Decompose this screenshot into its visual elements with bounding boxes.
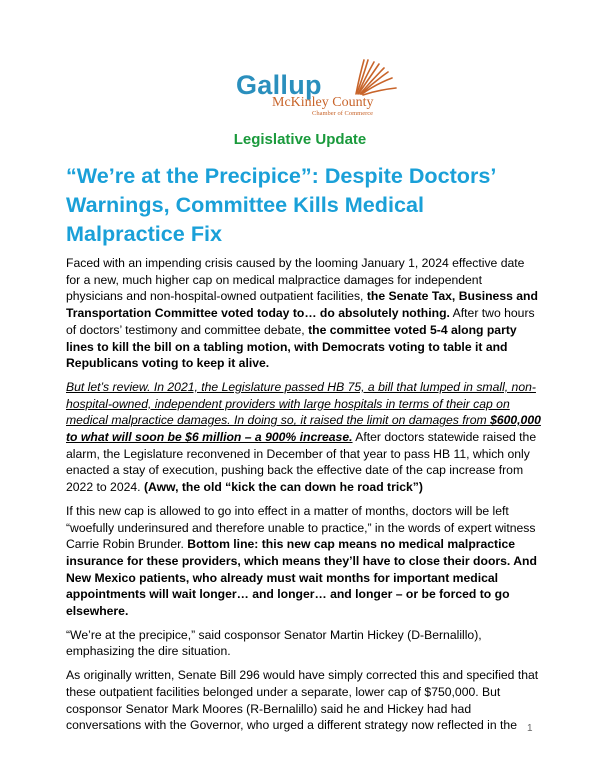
text-run: If this new cap is allowed to go into effect in a matter of months, doctors will be left “woefully underinsured and therefore unable to practice,” in the words of expert witness Carrie Robin Brunder. xyxy=(66,503,536,552)
logo-subtitle: McKinley County xyxy=(272,95,374,110)
italic-underline-run: But let’s review. In 2021, the Legislature passed HB 75, a bill that lumped in small, non-hospital-owned, independent providers with large hospitals in terms of their cap on medical malpractice damages. In doing so, it raised the limit on damages from xyxy=(66,379,536,428)
logo-wordmark: Gallup xyxy=(236,70,322,100)
bold-run: the Senate Tax, Business and Transportation Committee voted today to… do absolutely nothing. xyxy=(66,289,538,321)
page-title: “We’re at the Precipice”: Despite Doctors’ Warnings, Committee Kills Medical Malpractice Fix xyxy=(66,163,496,246)
paragraph-3 xyxy=(66,503,542,620)
fan-logo-icon xyxy=(350,58,398,98)
italic-underline-bold-run: $600,000 to what will soon be $6 million – a 900% increase. xyxy=(66,413,541,445)
paragraph-4: “We’re at the precipice,” said cosponsor Senator Martin Hickey (D-Bernalillo), emphasizing the dire situation. xyxy=(66,627,482,659)
text-run: After two hours of doctors’ testimony and committee debate, xyxy=(66,306,535,337)
bold-run: (Aww, the old “kick the can down he road trick”) xyxy=(143,480,423,495)
paragraph-1 xyxy=(66,255,542,372)
article-body xyxy=(66,255,542,741)
text-run: Faced with an impending crisis caused by the looming January 1, 2024 effective date for a new, much higher cap on medical malpractice damages for independent physicians and non-hospital-owned outpatient facilities, xyxy=(66,256,525,304)
page-number: 1 xyxy=(527,723,533,734)
paragraph-5: As originally written, Senate Bill 296 would have simply corrected this and specified that these outpatient facilities belonged under a separate, lower cap of $750,000. But cosponsor Senator Mark Moores (R-Bernalillo) said he and Hickey had had conversations with the Governor, who urged a different strategy now reflected in the xyxy=(66,668,539,733)
logo-tagline: Chamber of Commerce xyxy=(312,110,374,117)
bold-run: Bottom line: this new cap means no medical malpractice insurance for these providers, which means they’ll have to close their doors. And New Mexico patients, who already must wait months for important medical appointments will wait longer… and longer… and longer – or be forced to go elsewhere. xyxy=(66,537,537,619)
section-label: Legislative Update xyxy=(233,131,367,148)
text-run: After doctors statewide raised the alarm, the Legislature reconvened in December of that year to pass HB 11, which only enacted a stay of execution, pushing back the effective date of the cap increase from 2022 to 2024. xyxy=(66,430,537,495)
chamber-logo xyxy=(232,58,432,132)
paragraph-2 xyxy=(66,379,542,496)
bold-run: the committee voted 5-4 along party lines to kill the bill on a tabling motion, with Democrats voting to table it and Republicans voting to keep it alive. xyxy=(66,322,517,371)
